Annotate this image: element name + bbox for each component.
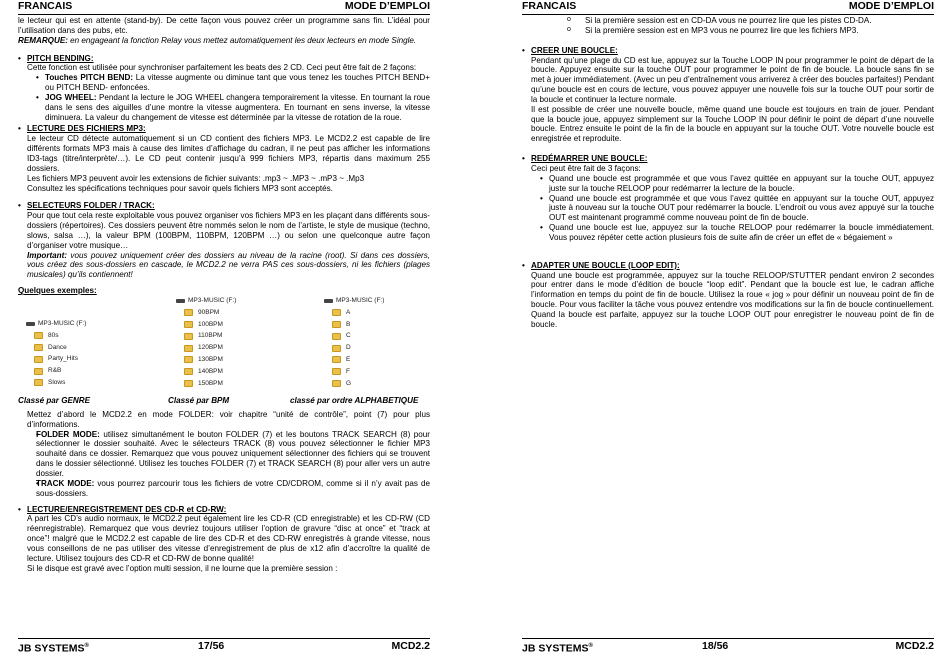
folder-row <box>26 353 86 365</box>
jog-label: JOG WHEEL: <box>45 92 97 102</box>
mp3-heading: LECTURE DES FICHIERS MP3: <box>27 124 146 134</box>
track-mode-text: vous pourrez parcourir tous les fichiers de votre CD/CDROM, comme si il n’y avait pas de sous-dossiers. <box>36 478 430 498</box>
folder-icon <box>332 309 341 316</box>
restart-option-text: • Quand une boucle est lue, appuyez sur la touche RELOOP pour redémarrer la boucle immédiatement. Vous pouvez répéter cette action plusieurs fois de suite afin de créer un effet de « bégaiement » <box>549 223 934 242</box>
pitch-touches-text: La vitesse augmente ou diminue tant que vous tenez les touches PITCH BEND+ ou PITCH BEND- enfoncées. <box>45 73 430 93</box>
drive-label: MP3-MUSIC (F:) <box>38 319 87 327</box>
folder-icon <box>34 344 43 351</box>
restart-loop-text: Ceci peut être fait de 3 façons: <box>531 163 641 173</box>
folder-row <box>176 366 236 378</box>
caption-genre: Classé par GENRE <box>18 395 90 405</box>
folder-icon <box>184 333 193 340</box>
folder-label: D <box>346 344 351 352</box>
adapt-loop-section <box>522 261 934 330</box>
restart-option-text: • Quand une boucle est programmée et que vous l’avez quittée en appuyant sur la touche OUT, appuyez juste à nouveau sur la touche OUT pour redémarrer la boucle. L’endroit ou vous avez appuyé sur la touche OUT est maintenant programmé comme nouveau point de fin de boucle. <box>549 193 934 223</box>
folder-label: 140BPM <box>198 367 223 375</box>
session-item <box>522 16 934 26</box>
folder-row <box>324 330 384 342</box>
folder-label: Dance <box>48 343 67 351</box>
folder-icon <box>184 368 193 375</box>
jog-wheel-item <box>18 93 430 123</box>
footer-brand-text: JB SYSTEMS <box>18 642 85 655</box>
mp3-text-3: Consultez les spécifications techniques pour savoir quels fichiers MP3 sont acceptés. <box>27 183 333 193</box>
folder-icon <box>332 321 341 328</box>
folder-icon <box>184 380 193 387</box>
left-page <box>18 0 430 654</box>
session-item-text: o Si la première session est en MP3 vous ne pourrez lire que les fichiers MP3. <box>585 25 859 35</box>
footer-model: MCD2.2 <box>391 640 430 652</box>
folder-label: 100BPM <box>198 320 223 328</box>
restart-loop-section <box>522 154 934 174</box>
pitch-touches-label: Touches PITCH BEND: <box>45 73 134 83</box>
adapt-loop-text: Quand une boucle est programmée, appuyez sur la touche RELOOP/STUTTER pendant environ 2 secondes pour entrer dans le mode d’édition de boucle “loop edit”. Pendant que la boucle est lue, le cadran affiche l’information en temps du point de fin de boucle. Utilisez la roue « jog » pour définir un nouveau point de fin de boucle. Pour vous faciliter la tâche vous pouvez entendre vos modifications sur la fin de boucle continuellement. Quand la boucle est parfaite, appuyez sur la touche LOOP OUT pour enregistrer le nouveau point de fin de boucle. <box>531 270 934 329</box>
folder-label: Slows <box>48 378 66 386</box>
restart-loop-heading: REDÉMARRER UNE BOUCLE: <box>531 154 648 164</box>
examples-figures <box>18 296 430 396</box>
folder-icon <box>332 345 341 352</box>
folder-row <box>176 330 236 342</box>
drive-icon <box>26 322 35 326</box>
folder-icon <box>34 332 43 339</box>
create-loop-text-1: Pendant qu’une plage du CD est lue, appuyez sur la Touche LOOP IN pour programmer le point de départ de la boucle. Appuyez ensuite sur la touche OUT pour programmer le point de fin de boucle. La boucle sans fin se met à jouer immédiatement. (Avec un peu d’entraînement vous arriverez à créer des boucles parfaites!) Pendant qu’une boucle est en cours de lecture, vous pouvez appuyer une nouvelle fois sur la touche OUT pour sortir de la boucle et continuer la lecture normale. <box>531 55 934 104</box>
folder-icon <box>184 345 193 352</box>
folder-row <box>176 307 236 319</box>
selectors-section <box>18 201 430 280</box>
folder-icon <box>332 333 341 340</box>
track-mode-item <box>18 479 430 499</box>
folder-label: G <box>346 379 352 387</box>
header-language: FRANCAIS <box>18 0 73 12</box>
folder-row <box>176 342 236 354</box>
selectors-heading: SELECTEURS FOLDER / TRACK: <box>27 201 155 211</box>
folder-row <box>26 377 86 389</box>
important-label: Important: <box>27 250 68 260</box>
folder-label: 110BPM <box>198 332 223 340</box>
registered-mark: ® <box>84 643 89 649</box>
remark <box>18 36 430 46</box>
folder-mode-item <box>18 430 430 479</box>
folder-label: 90BPM <box>198 308 220 316</box>
drive-row <box>26 318 86 330</box>
restart-option <box>522 223 934 243</box>
page-header <box>18 0 430 15</box>
folder-icon <box>184 321 193 328</box>
jog-text: Pendant la lecture le JOG WHEEL changera temporairement la vitesse. En tournant la roue dans le sens des aiguilles d’une montre la vitesse augmentera. En tournant en sens inverse, la vitesse diminuera. La valeur du changement de vitesse est déterminée par la vitesse de rotation de la roue. <box>45 92 431 122</box>
registered-mark: ® <box>588 643 593 649</box>
folder-row <box>176 378 236 390</box>
drive-icon <box>176 299 185 303</box>
remark-text: en engageant la fonction Relay vous mettez automatiquement les deux lecteurs en mode Single. <box>67 35 417 45</box>
header-title: MODE D’EMPLOI <box>344 0 430 12</box>
folder-tree-bpm <box>176 295 236 389</box>
folder-row <box>324 366 384 378</box>
folder-label: A <box>346 308 351 316</box>
folder-label: 80s <box>48 331 59 339</box>
important-note <box>27 251 430 281</box>
footer-model: MCD2.2 <box>895 640 934 652</box>
drive-label: MP3-MUSIC (F:) <box>188 296 237 304</box>
folder-label: R&B <box>48 367 62 375</box>
cdr-text-2: Si le disque est gravé avec l’option multi session, il ne lourne que la première session : <box>27 563 338 573</box>
folder-row <box>324 319 384 331</box>
folder-label: 120BPM <box>198 344 223 352</box>
remark-label: REMARQUE: <box>18 35 68 45</box>
folder-icon <box>34 356 43 363</box>
folder-row <box>176 354 236 366</box>
folder-icon <box>332 356 341 363</box>
folder-icon <box>184 309 193 316</box>
intro-text: le lecteur qui est en attente (stand-by). De cette façon vous pouvez créer un programme sans fin. L’idéal pour l’utilisation dans des pubs, etc. <box>18 16 430 35</box>
drive-label: MP3-MUSIC (F:) <box>336 296 385 304</box>
restart-option <box>522 194 934 224</box>
folder-row <box>26 365 86 377</box>
pitch-section <box>18 54 430 74</box>
mp3-text-1: Le lecteur CD détecte automatiquement si un CD contient des fichiers MP3. Le MCD2.2 est capable de lire différents formats MP3 mais à cause des limites d’affichage du cadran, il ne peut pas afficher les informations ID3-tags (titre/interprète/…). Le CD peut contenir jusqu’à 999 fichiers MP3, répartis dans maximum 255 dossiers. <box>27 134 430 173</box>
create-loop-text-2: Il est possible de créer une nouvelle boucle, même quand une boucle est toujours en train de jouer. Pendant que la boucle joue, appuyez simplement sur la Touche LOOP IN pour définir le point de départ d’une nouvelle boucle. Entrez ensuite le point de la fin de la boucle en appuyant sur la touche OUT. Votre nouvelle boucle est enregistrée et reproduite. <box>531 104 934 144</box>
session-item <box>522 26 934 36</box>
folder-label: 150BPM <box>198 379 223 387</box>
folder-row <box>26 342 86 354</box>
page-body <box>18 16 430 573</box>
folder-icon <box>332 368 341 375</box>
pitch-touches-item <box>18 73 430 93</box>
caption-bpm: Classé par BPM <box>168 395 230 405</box>
cdr-section <box>18 505 430 574</box>
header-language: FRANCAIS <box>522 0 577 12</box>
page-footer <box>522 638 934 655</box>
folder-row <box>324 354 384 366</box>
example-captions <box>18 396 430 407</box>
drive-row <box>324 295 384 307</box>
folder-row <box>324 307 384 319</box>
folder-row <box>324 342 384 354</box>
drive-row <box>176 295 236 307</box>
page-footer <box>18 638 430 655</box>
folder-mode-text: utilisez simultanément le bouton FOLDER (7) et les boutons TRACK SEARCH (8) pour sélectionner le dossier souhaité. Avec le sélecteurs TRACK (8) vous pouvez sélectionner le fichier MP3 souhaité dans ce dossier. Remarquez que vous pouvez uniquement sélectionner des fichiers qui se trouvent dans le dossier sélectionné. Utilisez les touches FOLDER (7) et TRACK SEARCH (8) pour aller vers un autre dossier. <box>36 429 431 478</box>
caption-alpha: classé par ordre ALPHABETIQUE <box>290 395 419 405</box>
create-loop-heading: CREER UNE BOUCLE: <box>531 45 618 55</box>
track-mode-label: TRACK MODE: <box>36 478 95 488</box>
folder-label: Party_Hits <box>48 355 78 363</box>
footer-page-number: 18/56 <box>702 640 729 652</box>
folder-label: 130BPM <box>198 355 223 363</box>
pitch-text: Cette fonction est utilisée pour synchroniser parfaitement les beats des 2 CD. Ceci peut être fait de 2 façons: <box>27 63 417 73</box>
folder-tree-genre <box>26 318 86 389</box>
folder-icon <box>34 368 43 375</box>
folder-icon <box>184 356 193 363</box>
folder-row <box>324 378 384 390</box>
folder-row <box>26 330 86 342</box>
footer-page-number: 17/56 <box>198 640 225 652</box>
folder-label: E <box>346 355 351 363</box>
drive-icon <box>324 299 333 303</box>
examples-title: Quelques exemples: <box>18 286 97 296</box>
footer-brand-text: JB SYSTEMS <box>522 642 589 655</box>
folder-tree-alpha <box>324 295 384 389</box>
mp3-text-2: Les fichiers MP3 peuvent avoir les extensions de fichier suivants: .mp3 ~ .MP3 ~ .mP3 ~ .Mp3 <box>27 173 365 183</box>
cdr-heading: LECTURE/ENREGISTREMENT DES CD-R et CD-RW: <box>27 504 227 514</box>
important-text: vous pouvez uniquement créer des dossiers au niveau de la racine (root). Si dans ces dossiers, vous créez des sous-dossiers en cascade, le MCD2.2 ne verra PAS ces sous-dossiers, ni les fichiers (plages musicales) qu’ils contiennent! <box>27 250 430 280</box>
right-page <box>522 0 934 654</box>
page-header <box>522 0 934 15</box>
folder-usage-text: Mettez d’abord le MCD2.2 en mode FOLDER: voir chapitre “unité de contrôle”, point (7) pour plus d’informations. <box>27 409 430 429</box>
folder-label: B <box>346 320 351 328</box>
restart-option-text: • Quand une boucle est programmée et que vous l’avez quittée en appuyant sur la touche OUT, appuyez juste sur la touche RELOOP pour redémarrer la lecture de la boucle. <box>549 173 934 193</box>
folder-icon <box>332 380 341 387</box>
session-item-text: o Si la première session est en CD-DA vous ne pourrez lire que les pistes CD-DA. <box>585 16 872 25</box>
folder-label: F <box>346 367 350 375</box>
page-body <box>522 16 934 330</box>
folder-icon <box>34 379 43 386</box>
create-loop-section <box>522 46 934 144</box>
pitch-heading: PITCH BENDING: <box>27 53 94 63</box>
mp3-section <box>18 124 430 193</box>
cdr-text-1: A part les CD’s audio normaux, le MCD2.2 peut également lire les CD-R (CD enregistrable) et les CD-RW (CD réenregistrable). Remarquez que vous devriez toujours utiliser l’option de gravure “disc at once” et “track at once”! malgré que le MCD2.2 est capable de lire des CD-R et des CD-RW enregistrés à grande vitesse, nous vous conseillons de ne pas utiliser des vitesse d’enregistrement de plus de x12 afin d’accroître la qualité de lecture. Utilisez toujours des CD-R et CD-RW de bonne qualité! <box>27 514 430 563</box>
folder-mode-label: FOLDER MODE: <box>36 429 100 439</box>
adapt-loop-heading: ADAPTER UNE BOUCLE (LOOP EDIT): <box>531 260 680 270</box>
folder-label: C <box>346 332 351 340</box>
header-title: MODE D’EMPLOI <box>848 0 934 12</box>
selectors-text: Pour que tout cela reste exploitable vous pouvez organiser vos fichiers MP3 en les plaçant dans différents sous-dossiers (répertoires). Ces dossiers peuvent être nommés selon le nom de l’artiste, le style de musique (techno, slows, salsa …), la valeur BPM (100BPM, 110BPM, 120BPM …) ou selon une quelconque autre façon d’organiser votre musique… <box>27 211 430 250</box>
folder-row <box>176 319 236 331</box>
restart-option <box>522 174 934 194</box>
